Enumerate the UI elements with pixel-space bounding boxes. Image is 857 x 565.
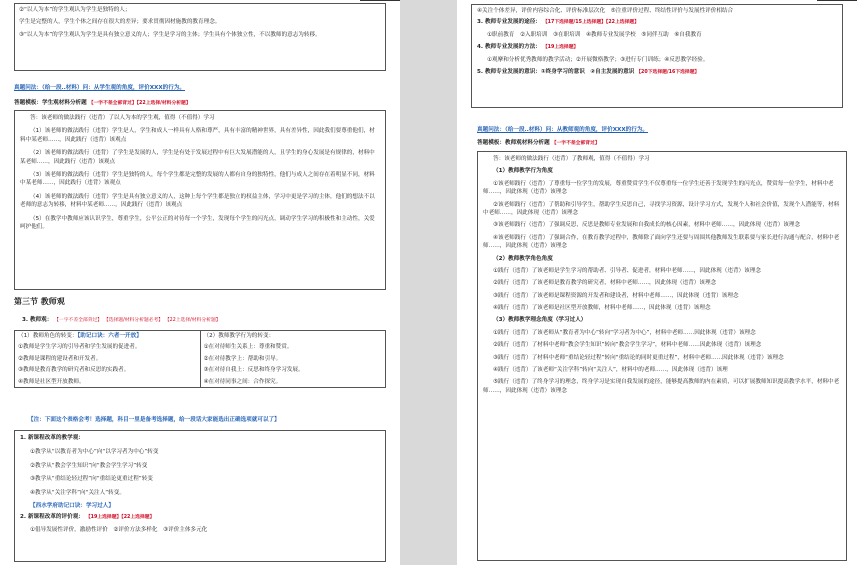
list-item: ②教师是课程的建设者和开发者。: [18, 355, 102, 362]
reform-title: [20, 513, 380, 521]
question-title: 真题问法：（给一段..材料）问：从学生观的角度，评价XXX的行为。: [14, 85, 186, 91]
col-head: （1）教师角色的转变：: [18, 333, 78, 339]
header-rule: [360, 0, 400, 1]
box-line-text: 4. 教师专业发展的方法：: [477, 44, 541, 51]
left-column: [15, 331, 201, 388]
box-line: ①观摩和分析优秀教师的教学活动；②开展微格教学；③进行专门训练；④反思教学经验。: [487, 56, 709, 63]
answer-paragraph: ③践行（违背）了该老师是课程资源的开发者和建设者，材料中老师……，因此体现（违背）该理念: [493, 292, 739, 299]
template-title-text: 答题模板：学生观材料分析题: [14, 100, 87, 106]
answer-intro: 答：该老师的做法践行（违背）了教师观，值得（不值得）学习: [493, 156, 650, 162]
list-item: ①倡导发展性评价，激励性评价 ②评价方法多样化 ③评价主体多元化: [30, 526, 208, 533]
answer-paragraph: ①践行（违背）了该老师从“教育者为中心”转向“学习者为中心”，材料中老师……因此体现（违背）该理念: [493, 329, 756, 336]
answer-heading: （3）教师教学理念角度（学习过人）: [493, 317, 587, 324]
box-line: [477, 68, 837, 76]
answer-template-box: [477, 151, 847, 561]
list-item: ①教学从“以教育者为中心”向“以学习者为中心”转变: [30, 449, 159, 456]
template-tag: 【一字不差全部背过】: [551, 141, 600, 146]
template-tag: 【一字不差全部背过】【22上选择/材料分析题】: [88, 101, 191, 106]
col-head: （2）教师教学行为的转变：: [203, 333, 275, 339]
right-column: [200, 331, 386, 388]
tag: 【17下选择题/15上选择题】【22上选择题】: [542, 20, 639, 26]
box-line: ③“以人为本”的学生观认为学生是具有独立意义的人；学生是学习的主体；学生具有个体独立性，不以教师的意志为转移。: [19, 31, 321, 38]
list-item: ①在对待师生关系上：尊重和赞赏。: [203, 344, 293, 351]
list-item: ④教师是社区型开放教师。: [18, 378, 85, 385]
teacher-view-table: [14, 330, 386, 388]
answer-paragraph: ⑤践行（违背）了终身学习的理念，终身学习是实现自我发展的途径，能够提高教师的内在素质，可以扩展教师知识提高教学水平，材料中老师……，因此体现（违背）该理念: [483, 379, 840, 394]
template-title: [14, 99, 191, 107]
list-item: ④教学从“关注学科”向“关注人”转变。: [30, 489, 125, 496]
answer-paragraph: ④践行（违背）了该老师是社区型开放教师，材料中老师……，因此体现（违背）该理念: [493, 305, 711, 312]
reform-title: 1. 新课程改革的教学观：: [20, 435, 84, 441]
question-title: 真题问法：（给一段..材料）问：从教师观的角度，评价XXX的行为。: [477, 127, 649, 133]
left-page: [0, 0, 400, 565]
tag: 【一字不差全部背过】: [54, 318, 103, 323]
answer-paragraph: ①践行（违背）了该老师是学生学习的帮助者、引导者、促进者，材料中老师……，因此体现（违背）该理念: [493, 267, 761, 274]
answer-paragraph: （3）该老师的做法践行（违背）学生是独特的人，每个学生都是完整的发展的人都有自身的独特性，他们与成人之间存在着明显不同，材料中某老师……，因此践行（违背）该观点: [20, 171, 375, 187]
list-item: ③教学从“重结论轻过程”向“重结论更重过程”转变: [30, 476, 153, 483]
answer-paragraph: ①该老师践行（违背）了尊重每一位学生的发展，尊重赞赏学生不仅尊重每一位学生还善于发现学生的闪光点，赞赏每一位学生，材料中老师……，因此体现（违背）该理念: [483, 180, 834, 196]
answer-paragraph: （2）该老师的做法践行（违背）了学生是发展的人，学生是有处于发展过程中有巨大发展潜能的人，且学生的身心发展是有规律的，材料中某老师……，因此践行（违背）该观点: [20, 150, 375, 165]
answer-paragraph: ③该老师践行（违背）了强调反思，反思是教师专业发展和自我成长的核心因素，材料中老师……，因此体现（违背）该理念: [493, 222, 801, 229]
list-item: ②教学从“教会学生知识”向“教会学生学习”转变: [30, 462, 148, 469]
student-view-box: [14, 3, 386, 71]
box-line: 学生是完整的人，学生个体之间存在很大的差异；要求贯彻因材施教的教育理念。: [19, 19, 221, 26]
reform-title-text: 2. 新课程改革的评价观：: [20, 514, 84, 521]
answer-heading: （2）教师教学角色角度: [493, 255, 553, 262]
answer-intro: 答：该老师的做法践行（违背）了以人为本的学生观，值得（不值得）学习: [30, 115, 215, 121]
box-line: ②“以人为本”的学生观认为学生是独特的人；: [19, 7, 131, 13]
list-item: ③在对待自我上：反思和终身学习发展。: [203, 367, 304, 374]
box-line: ④关注个体差异，评价内容综合化、评价标准层次化 ⑤注重评价过程、终结性评价与发展性评价相结合: [477, 8, 734, 14]
teacher-dev-box: [471, 4, 843, 108]
list-item: ①教师是学生学习的引导者和学生发展的促进者。: [18, 344, 141, 351]
answer-paragraph: ④践行（违背）了该老师“关注学科”转向“关注人”，材料中的老师……，因此体现（违背）该理: [493, 367, 728, 374]
tag: 【22上选择/材料分析题】: [164, 318, 221, 323]
answer-heading: （1）教师教学行为角度: [493, 168, 553, 175]
box-line-text: 5. 教师专业发展的意识：①终身学习的意识 ②自主发展的意识: [477, 68, 635, 75]
list-item: ④在对待同事之间：合作探究。: [203, 378, 282, 385]
box-line: [477, 43, 837, 51]
answer-paragraph: ②践行（违背）了材料中老师“教会学生知识”转向“教会学生学习”，材料中老师……因此体现（违背）该理念: [493, 342, 762, 349]
tag: 【19上选择题】【22上选择题】: [85, 515, 155, 521]
header-rule: [817, 0, 857, 1]
answer-template-box: [14, 110, 386, 290]
answer-paragraph: （5）在教学中教师应该认识学生，尊重学生，公平公正的对待每一个学生，发现每个学生的闪光点，调动学生学习的积极性和主动性，关爱呵护他们。: [20, 215, 375, 230]
tag: 【19上选择题】: [542, 45, 579, 51]
mnemonic: 【助记口诀：六者一开放】: [77, 333, 142, 339]
answer-paragraph: ②践行（违背）了该老师是教育教学的研究者，材料中老师……，因此体现（违背）该理念: [493, 280, 717, 287]
answer-paragraph: ③践行（违背）了材料中老师“重结论轻过程”转向“重结论的同时更重过程”，材料中老师……因此体现（违背）该理念: [493, 354, 784, 361]
tag: 【20下选择题/16下选择题】: [636, 69, 700, 75]
teacher-view-label: 3. 教师观：: [22, 317, 53, 323]
box-line: [477, 18, 837, 26]
answer-paragraph: （1）该老师的做法践行（违背）学生是人，学生和成人一样具有人格和尊严，具有丰富的精神世界，具有差异性，因此我们要尊重他们，材料中某老师……，因此践行（违背）该观点: [20, 128, 375, 143]
tag: 【选择题/材料分析题必考】: [103, 318, 164, 323]
box-line-text: 3. 教师专业发展的途径：: [477, 19, 541, 26]
note: 【注：下面这个表格会考！选择题，科目一里是备考选择题，给一段话大家能选出正确选项就可以了】: [28, 417, 280, 423]
answer-paragraph: ②该老师践行（违背）了帮助和引导学生，帮助学生反思自己，寻找学习资源，设计学习方式，发现个人和社会价值，发现个人潜能等，材料中老师……，因此体现（违背）该理念: [483, 201, 840, 216]
mnemonic: 【西水学府助记口诀：学习过人】: [30, 502, 114, 509]
list-item: ③教师是教育教学的研究者和反思的实践者。: [18, 367, 130, 374]
template-title-text: 答题模板：教师观材料分析题: [477, 140, 550, 146]
list-item: ②在对待教学上：帮助和引导。: [203, 355, 282, 362]
page-gutter: [400, 0, 457, 565]
teacher-view-heading: [22, 316, 221, 324]
box-line: ①职前教育 ②入职培训 ③在职培训 ④教师专业发展学校 ⑤同伴互助 ⑥自我教育: [487, 31, 702, 38]
section-title: 第三节 教师观: [14, 297, 65, 306]
answer-paragraph: （4）该老师的做法践行（违背）学生是具有独立意义的人，这种上每个学生都是独立的权益主体，学习中更是学习的主体，他们的想法不以老师的意志为转移，材料中某老师……，因此践行（违背）该观点: [20, 193, 375, 209]
template-title: [477, 139, 600, 147]
right-page: [457, 0, 857, 565]
answer-paragraph: ④该老师践行（违背）了强调合作，在教育教学过程中，教师除了面向学生还要与周围其他教师发生联系要与家长进行沟通与配合，材料中老师……，因此体现（违背）该理念: [483, 234, 840, 250]
reform-box: [14, 430, 386, 562]
